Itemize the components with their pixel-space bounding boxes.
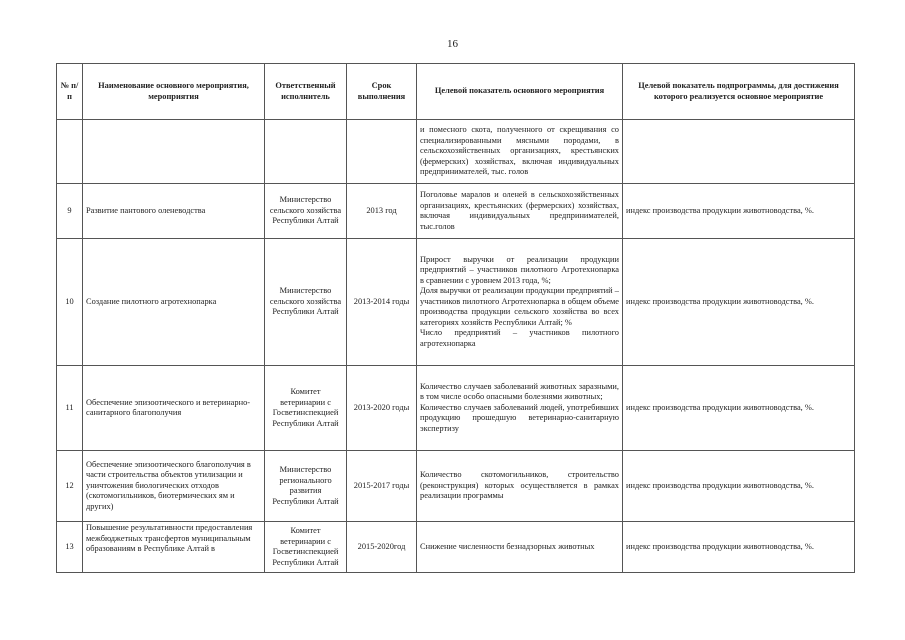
indicator-line: Количество случаев заболеваний животных заразными, в том числе особо опасными болезнями животных; [420,381,619,402]
table-row [57,522,855,573]
header-num: № п/п [57,64,83,120]
row-name: Развитие пантового оленеводства [83,184,265,239]
table-row [57,366,855,451]
row-executor: Министерство сельского хозяйства Республики Алтай [265,184,347,239]
indicator-line: и помесного скота, полученного от скрещивания со специализированными мясными породами, в сельскохозяйственных организациях, крестьянских (фермерских) хозяйствах, включая индивидуальных предпринимателей, тыс. голов [420,125,619,177]
table-row [57,239,855,366]
indicator-line: Количество скотомогильников, строительство (реконструкция) которых осуществляется в рамках реализации программы [420,470,619,501]
row-executor: Комитет ветеринарии с Госветинспекцией Республики Алтай [265,522,347,573]
row-indicator [417,451,623,522]
row-name: Обеспечение эпизоотического благополучия в части строительства объектов утилизации и уничтожения биологических отходов (скотомогильников, биотермических ям и других) [83,451,265,522]
row-indicator [417,239,623,366]
indicator-line: Снижение численности безнадзорных животных [420,541,595,551]
table-row [57,184,855,239]
indicator-line: Число предприятий – участников пилотного агротехнопарка [420,328,619,348]
row-term: 2015-2017 годы [347,451,417,522]
row-sub-indicator: индекс производства продукции животноводства, %. [623,184,855,239]
row-sub-indicator: индекс производства продукции животноводства, %. [623,522,855,573]
row-term: 2013-2014 годы [347,239,417,366]
indicator-line: Прирост выручки от реализации продукции предприятий – участников пилотного Агротехнопарка в сравнении с уровнем 2013 года, %; [420,254,619,285]
row-indicator [417,366,623,451]
row-sub-indicator: индекс производства продукции животноводства, %. [623,366,855,451]
row-name: Повышение результативности предоставления межбюджетных трансфертов муниципальным образованиям в Республике Алтай в [83,522,265,573]
row-term [347,120,417,184]
row-indicator [417,522,623,573]
row-term: 2015-2020год [347,522,417,573]
row-name: Создание пилотного агротехнопарка [83,239,265,366]
row-num [57,120,83,184]
row-sub-indicator: индекс производства продукции животноводства, %. [623,451,855,522]
page-number: 16 [447,38,458,50]
row-sub-indicator [623,120,855,184]
row-num: 13 [57,522,83,573]
row-executor: Министерство сельского хозяйства Республики Алтай [265,239,347,366]
row-num: 12 [57,451,83,522]
activities-table [56,63,855,573]
row-executor: Комитет ветеринарии с Госветинспекцией Республики Алтай [265,366,347,451]
row-term: 2013 год [347,184,417,239]
table-row [57,451,855,522]
table-header-row [57,64,855,120]
row-num: 10 [57,239,83,366]
header-indicator: Целевой показатель основного мероприятия [417,64,623,120]
row-sub-indicator: индекс производства продукции животноводства, %. [623,239,855,366]
indicator-line: Доля выручки от реализации продукции предприятий – участников пилотного Агротехнопарка в общем объеме производства продукции сельского хозяйства во всех категориях хозяйств Республики Алтай; % [420,286,619,327]
header-term: Срок выполнения [347,64,417,120]
row-executor [265,120,347,184]
row-executor: Министерство регионального развития Республики Алтай [265,451,347,522]
row-num: 9 [57,184,83,239]
indicator-line: Количество случаев заболеваний людей, употребивших продукцию прошедшую ветеринарно-санитарную экспертизу [420,402,619,433]
row-indicator [417,184,623,239]
row-name: Обеспечение эпизоотического и ветеринарно-санитарного благополучия [83,366,265,451]
row-name [83,120,265,184]
row-num: 11 [57,366,83,451]
table-row [57,120,855,184]
row-term: 2013-2020 годы [347,366,417,451]
indicator-line: Поголовье маралов и оленей в сельскохозяйственных организациях, крестьянских (фермерских) хозяйствах, включая индивидуальных предпринимателей, тыс.голов [420,190,619,231]
row-indicator [417,120,623,184]
header-sub-indicator: Целевой показатель подпрограммы, для достижения которого реализуется основное мероприятие [623,64,855,120]
header-executor: Ответственный исполнитель [265,64,347,120]
header-name: Наименование основного мероприятия, мероприятия [83,64,265,120]
